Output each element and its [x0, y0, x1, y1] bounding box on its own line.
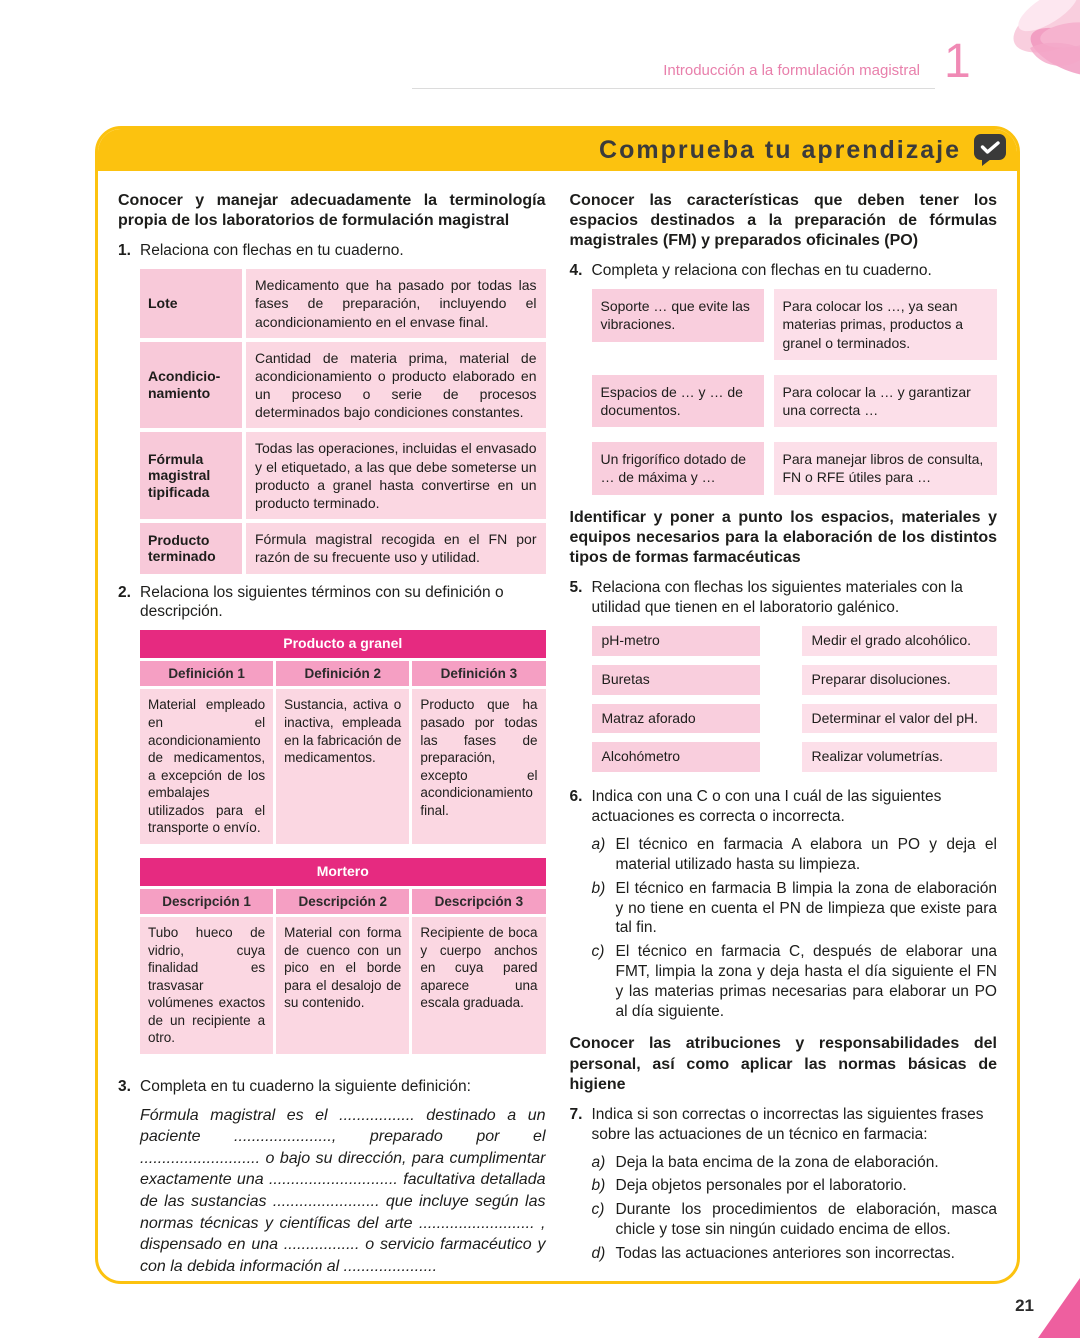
table-cell: Sustancia, activa o inactiva, empleada en la fabricación de medicamentos.	[276, 689, 409, 843]
item-letter: b)	[591, 879, 606, 897]
item-text: El técnico en farmacia A elabora un PO y deja el material utilizado hasta su limpieza.	[615, 836, 997, 873]
table-header: Definición 3	[412, 661, 545, 686]
match-left-cell: Espacios de … y … de documentos.	[592, 375, 764, 427]
exercise-number: 1.	[118, 242, 131, 260]
corner-decoration	[1038, 1278, 1080, 1338]
exercise-number: 2.	[118, 583, 131, 601]
exercise-instruction: Indica si son correctas o incorrectas las siguientes frases sobre las actuaciones de un técnico en farmacia:	[591, 1105, 984, 1143]
exercise-2	[118, 583, 546, 1068]
match-right-cell: Para colocar la … y garantizar una correcta …	[774, 375, 998, 427]
item-text: El técnico en farmacia B limpia la zona de elaboración y no tiene en cuenta el PN de limpieza que existe para tal fin.	[615, 879, 997, 937]
speech-bubble-check-icon	[973, 133, 1007, 172]
objective-heading-hygiene: Conocer las atribuciones y responsabilidades del personal, así como aplicar las normas básicas de higiene	[569, 1035, 997, 1093]
material-cell: Matraz aforado	[592, 704, 760, 734]
lettered-item	[592, 1153, 998, 1173]
exercise-instruction: Relaciona con flechas en tu cuaderno.	[140, 242, 404, 260]
definition-cell: Cantidad de materia prima, material de acondicionamiento o producto elaborado en un proceso o serie de procesos determinados bajo condiciones constantes.	[246, 342, 546, 429]
objective-heading-materials: Identificar y poner a punto los espacios, materiales y equipos necesarios para la elaboración de los distintos tipos de formas farmacéuticas	[569, 508, 997, 566]
exercise-frame	[95, 126, 1020, 1284]
flower-decoration	[920, 0, 1080, 123]
exercise-body	[592, 261, 998, 498]
right-column	[570, 185, 998, 1284]
objective-heading-spaces: Conocer las características que deben tener los espacios destinados a la preparación de fórmulas magistrales (FM) y preparados oficinales (PO)	[569, 192, 997, 250]
item-letter: c)	[591, 943, 605, 961]
table-cell: Recipiente de boca y cuerpo anchos en cuya pared aparece una escala graduada.	[412, 917, 545, 1054]
lettered-item	[592, 1200, 998, 1240]
item-text: Todas las actuaciones anteriores son incorrectas.	[615, 1244, 955, 1262]
exercise-number: 4.	[569, 262, 583, 280]
page-number: 21	[1015, 1296, 1034, 1315]
table-cell: Tubo hueco de vidrio, cuya finalidad es trasvasar volúmenes exactos de un recipiente a otro.	[140, 917, 273, 1054]
material-cell: pH-metro	[592, 626, 760, 656]
chapter-number: 1	[944, 35, 971, 88]
terminology-match-table	[140, 269, 546, 573]
table-header: Descripción 3	[412, 889, 545, 914]
table-cell: Producto que ha pasado por todas las fases de preparación, excepto el acondicionamiento final.	[412, 689, 545, 843]
header-rule	[412, 88, 935, 89]
exercise-body	[592, 578, 998, 778]
use-cell: Medir el grado alcohólico.	[802, 626, 998, 656]
use-cell: Determinar el valor del pH.	[802, 704, 998, 734]
exercise-number: 3.	[118, 1077, 131, 1095]
flower-illustration	[920, 0, 1080, 118]
item-letter: a)	[591, 836, 606, 854]
lettered-item	[592, 835, 998, 875]
item-letter: b)	[591, 1177, 606, 1195]
item-letter: d)	[591, 1244, 606, 1262]
exercise-body	[592, 787, 998, 1025]
table-title: Mortero	[140, 858, 546, 886]
left-column	[118, 185, 546, 1284]
material-cell: Buretas	[592, 665, 760, 695]
exercise-3	[118, 1077, 546, 1278]
two-column-layout	[98, 171, 1017, 1281]
item-letter: c)	[591, 1201, 605, 1219]
match-right-cell: Para colocar los …, ya sean materias primas, productos a granel o terminados.	[774, 289, 998, 360]
table-header: Descripción 2	[276, 889, 409, 914]
exercise-body	[140, 1077, 546, 1278]
match-right-cell: Para manejar libros de consulta, FN o RFE útiles para …	[774, 442, 998, 494]
item-text: El técnico en farmacia C, después de elaborar una FMT, limpia la zona y deja hasta el día siguiente el FN y las materias primas necesarias para elaborar un PO al día siguiente.	[615, 943, 997, 1020]
spaces-match-table	[592, 289, 998, 494]
term-cell: Lote	[140, 269, 242, 338]
exercise-4	[570, 261, 998, 498]
exercise-1	[118, 241, 546, 573]
definition-cell: Medicamento que ha pasado por todas las fases de preparación, incluyendo el acondicionamiento en el envase final.	[246, 269, 546, 338]
lettered-item	[592, 942, 998, 1021]
use-cell: Preparar disoluciones.	[802, 665, 998, 695]
table-cell: Material empleado en el acondicionamiento de medicamentos, a excepción de los embalajes utilizados para el transporte o envío.	[140, 689, 273, 843]
exercise-5	[570, 578, 998, 778]
definition-cell: Todas las operaciones, incluidas el envasado y el etiquetado, a las que debe someterse un producto a granel hasta convertirse en un producto terminado.	[246, 432, 546, 519]
exercise-number: 5.	[569, 579, 583, 597]
materials-match-table	[592, 626, 998, 773]
exercise-body	[140, 583, 546, 1068]
producto-granel-table	[140, 630, 546, 844]
exercise-instruction: Relaciona los siguientes términos con su definición o descripción.	[140, 583, 504, 621]
table-header: Definición 2	[276, 661, 409, 686]
exercise-number: 7.	[569, 1105, 583, 1123]
fill-in-definition-paragraph: Fórmula magistral es el ................. destinado a un paciente ......................, preparado por el ........................... o bajo su dirección, para cumplimentar exactamente una ............................. facultativa detallada de las sustancias ........................ que incluye según las normas técnicas y científicas del arte .......................... , dispensado en una ................. o servicio farmacéutico y con la debida información al .....................	[140, 1106, 546, 1275]
term-cell: Fórmula magistral tipificada	[140, 432, 242, 519]
item-letter: a)	[591, 1153, 606, 1171]
item-text: Durante los procedimientos de elaboración, masca chicle y tose sin ningún cuidado encima de ellos.	[615, 1201, 997, 1239]
exercise-body	[592, 1105, 998, 1268]
lettered-item	[592, 879, 998, 938]
match-left-cell: Un frigorífico dotado de … de máxima y …	[592, 442, 764, 494]
lettered-item	[592, 1176, 998, 1196]
item-text: Deja objetos personales por el laboratorio.	[615, 1177, 907, 1195]
table-title: Producto a granel	[140, 630, 546, 658]
mortero-table	[140, 858, 546, 1054]
exercise-instruction: Completa y relaciona con flechas en tu cuaderno.	[591, 262, 932, 280]
exercise-instruction: Relaciona con flechas los siguientes materiales con la utilidad que tienen en el laboratorio galénico.	[591, 579, 963, 616]
match-left-cell: Soporte … que evite las vibraciones.	[592, 289, 764, 341]
table-cell: Material con forma de cuenco con un pico en el borde para el desalojo de su contenido.	[276, 917, 409, 1054]
term-cell: Acondicionamiento	[140, 342, 242, 429]
chapter-title: Introducción a la formulación magistral	[663, 62, 920, 79]
material-cell: Alcohómetro	[592, 742, 760, 772]
lettered-item	[592, 1244, 998, 1264]
use-cell: Realizar volumetrías.	[802, 742, 998, 772]
item-text: Deja la bata encima de la zona de elaboración.	[615, 1153, 939, 1171]
table-header: Descripción 1	[140, 889, 273, 914]
section-banner	[98, 129, 1017, 171]
exercise-number: 6.	[569, 788, 583, 806]
exercise-6	[570, 787, 998, 1025]
table-header: Definición 1	[140, 661, 273, 686]
exercise-body	[140, 241, 546, 573]
exercise-7	[570, 1105, 998, 1268]
exercise-instruction: Completa en tu cuaderno la siguiente definición:	[140, 1077, 471, 1095]
objective-heading-terminology: Conocer y manejar adecuadamente la terminología propia de los laboratorios de formulación magistral	[118, 192, 546, 230]
exercise-instruction: Indica con una C o con una I cuál de las siguientes actuaciones es correcta o incorrecta.	[591, 788, 942, 826]
banner-title: Comprueba tu aprendizaje	[599, 135, 961, 164]
definition-cell: Fórmula magistral recogida en el FN por razón de su frecuente uso y utilidad.	[246, 523, 546, 573]
term-cell: Producto terminado	[140, 523, 242, 573]
